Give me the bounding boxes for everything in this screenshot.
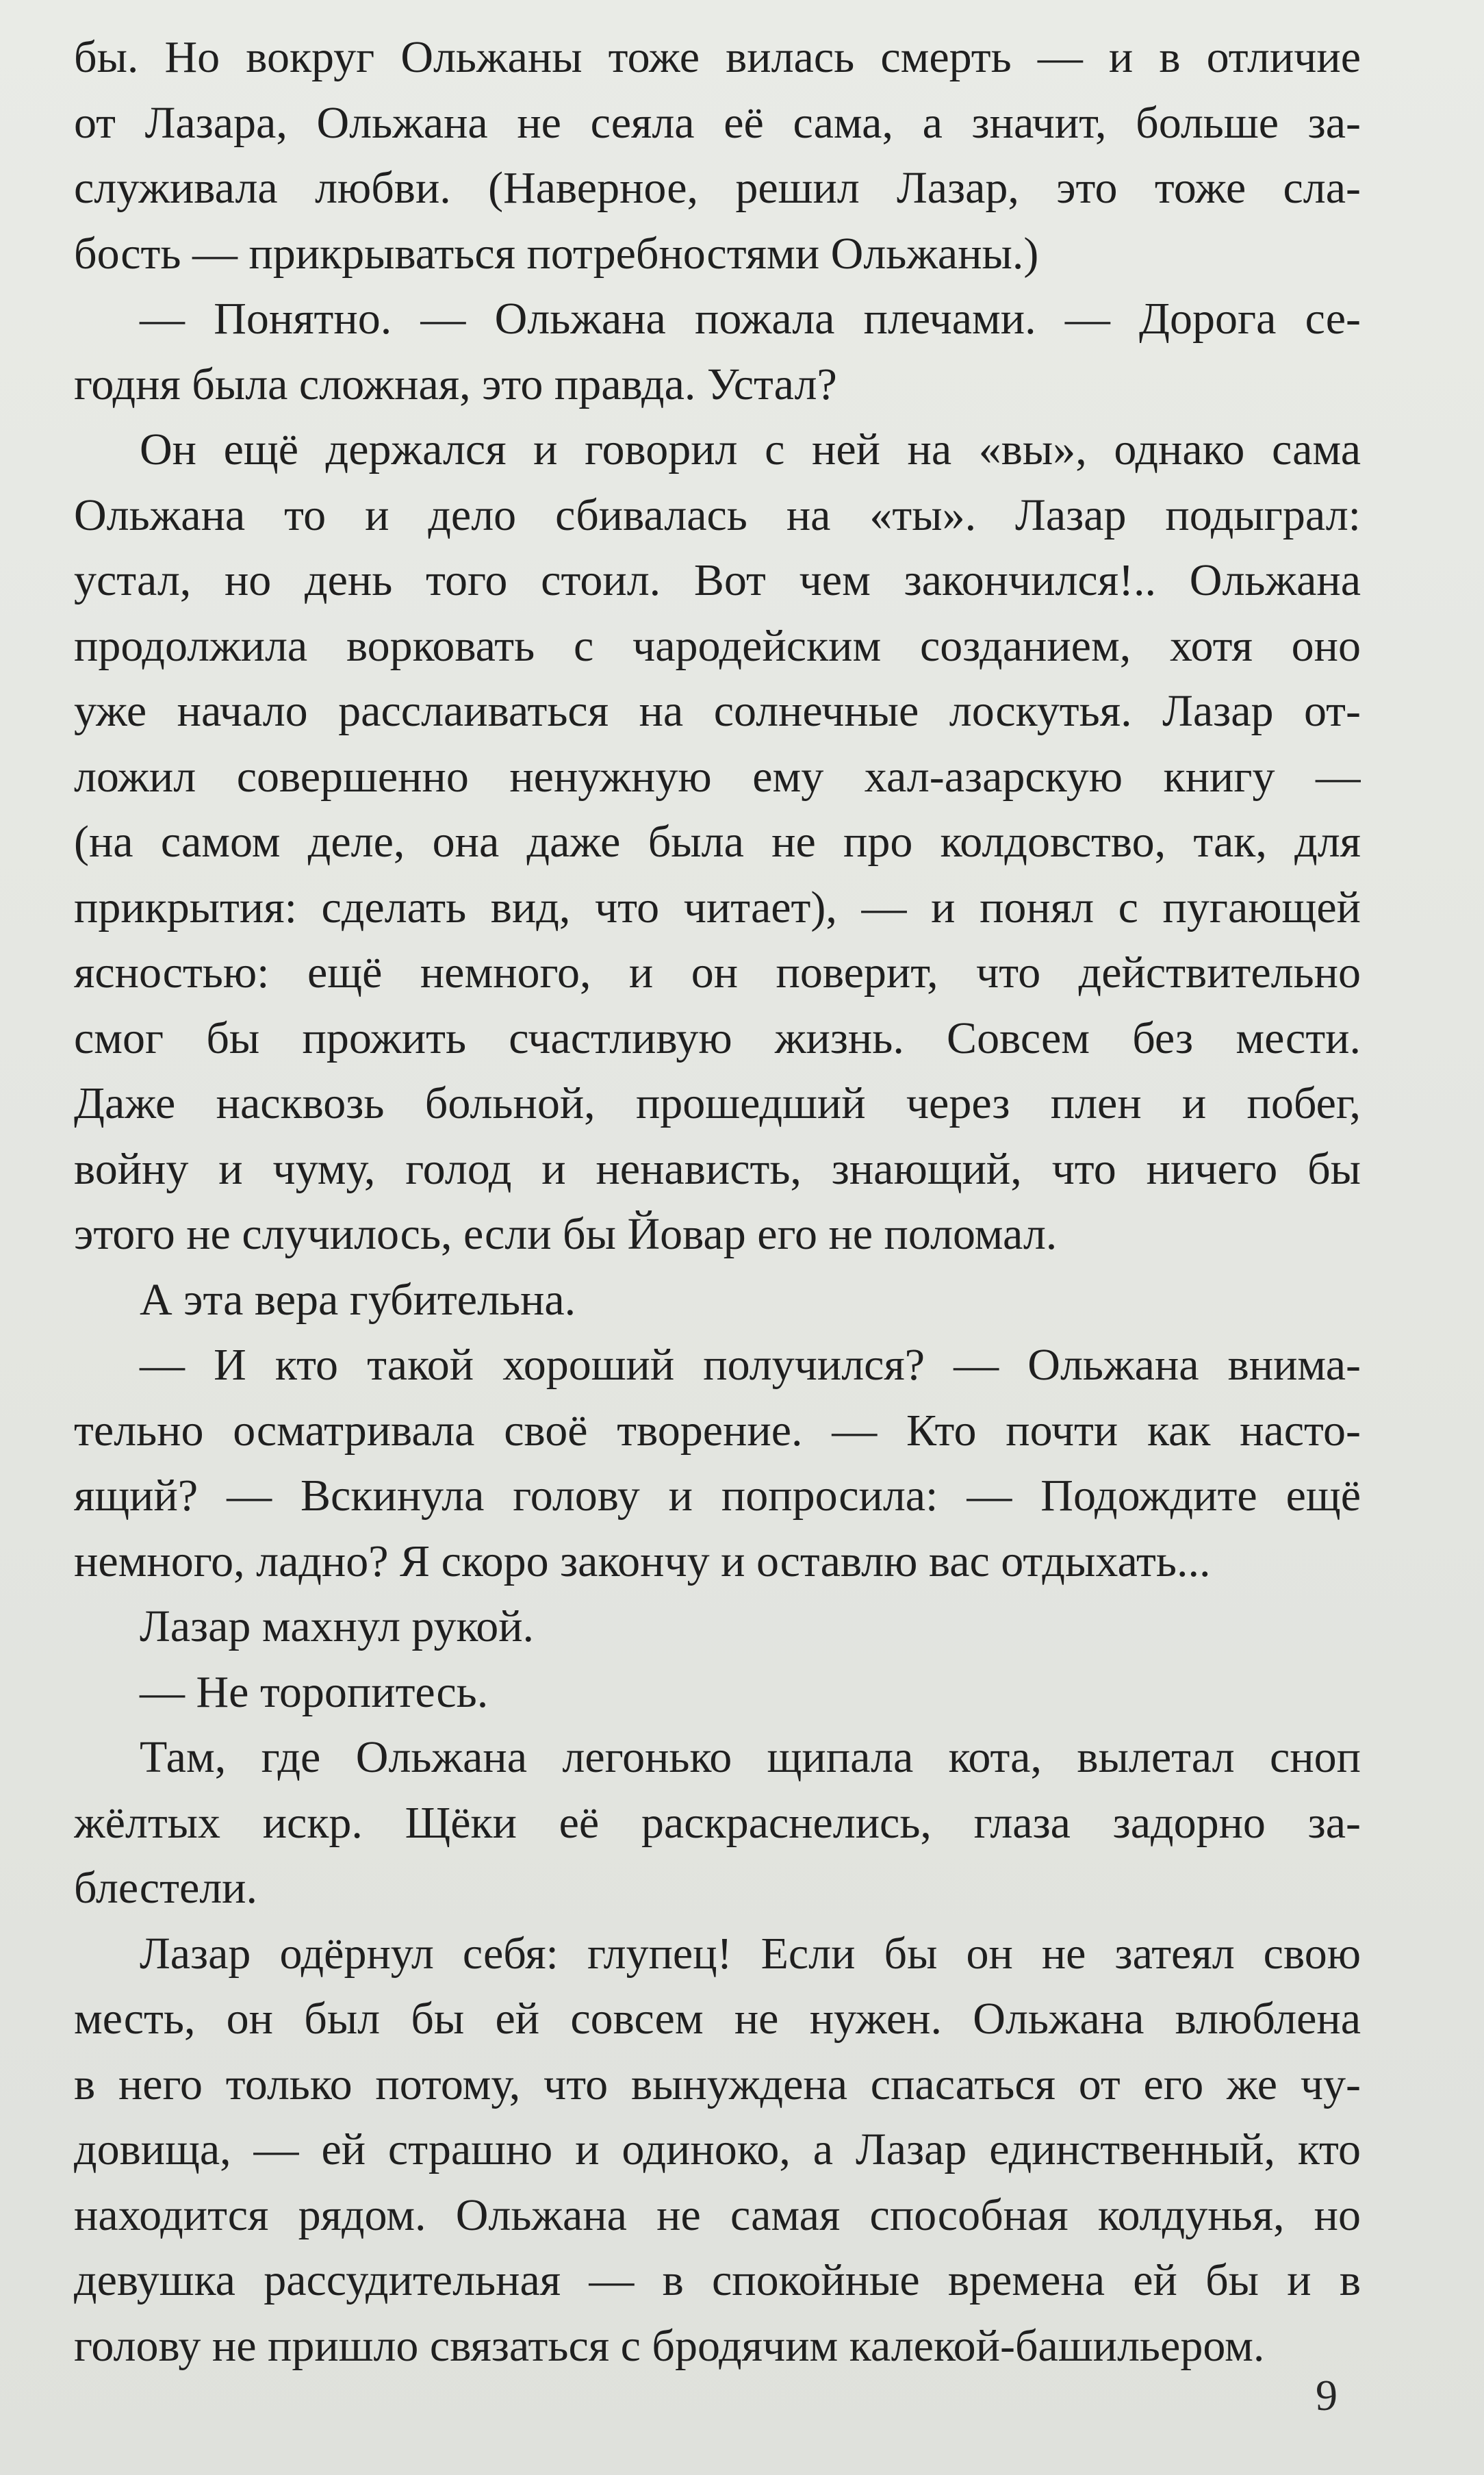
text-line: Он ещё держался и говорил с ней на «вы», однако сама [140,424,1361,474]
text-line: ложил совершенно ненужную ему хал-азарскую книгу — [74,751,1361,802]
paragraph [74,1921,1361,2379]
text-line: в него только потому, что вынуждена спасаться от его же чу- [74,2059,1361,2109]
text-line: устал, но день того стоил. Вот чем закончился!.. Ольжана [74,555,1361,605]
page-text [74,25,1361,2378]
text-line: этого не случилось, если бы Йовар его не поломал. [74,1209,1058,1259]
paragraph [74,286,1361,417]
text-line: довища, — ей страшно и одиноко, а Лазар единственный, кто [74,2124,1361,2174]
paragraph [74,1594,1361,1660]
text-line: бость — прикрываться потребностями Ольжаны.) [74,228,1039,279]
text-line: немного, ладно? Я скоро закончу и оставлю вас отдыхать... [74,1536,1211,1586]
text-line: Лазар махнул рукой. [140,1601,535,1651]
page-number: 9 [1316,2371,1338,2420]
text-line: жёлтых искр. Щёки её раскраснелись, глаза задорно за- [74,1797,1361,1848]
text-line: бы. Но вокруг Ольжаны тоже вилась смерть — и в отличие [74,32,1361,82]
paragraph [74,25,1361,286]
text-line: — И кто такой хороший получился? — Ольжана внима- [140,1340,1361,1390]
text-line: блестели. [74,1863,257,1913]
text-line: (на самом деле, она даже была не про колдовство, так, для [74,817,1361,867]
text-line: Лазар одёрнул себя: глупец! Если бы он не затеял свою [140,1928,1361,1979]
text-line: Там, где Ольжана легонько щипала кота, вылетал сноп [140,1732,1361,1782]
text-line: ящий? — Вскинула голову и попросила: — Подождите ещё [74,1471,1361,1521]
text-line: — Понятно. — Ольжана пожала плечами. — Дорога се- [140,294,1361,344]
text-line: войну и чуму, голод и ненависть, знающий, что ничего бы [74,1143,1361,1194]
text-line: тельно осматривала своё творение. — Кто почти как насто- [74,1405,1361,1456]
text-line: — Не торопитесь. [140,1666,489,1717]
text-line: ясностью: ещё немного, и он поверит, что действительно [74,948,1361,998]
text-line: Ольжана то и дело сбивалась на «ты». Лазар подыграл: [74,490,1361,540]
text-line: прикрытия: сделать вид, что читает), — и понял с пугающей [74,882,1361,932]
text-line: девушка рассудительная — в спокойные времена ей бы и в [74,2255,1361,2305]
text-line: находится рядом. Ольжана не самая способная колдунья, но [74,2190,1361,2240]
paragraph [74,417,1361,1267]
text-line: смог бы прожить счастливую жизнь. Совсем без мести. [74,1013,1361,1063]
text-line: уже начало расслаиваться на солнечные лоскутья. Лазар от- [74,686,1361,736]
text-line: голову не пришло связаться с бродячим калекой-башильером. [74,2320,1265,2371]
text-line: служивала любви. (Наверное, решил Лазар, это тоже сла- [74,163,1361,213]
text-line: Даже насквозь больной, прошедший через плен и побег, [74,1078,1361,1128]
text-line: годня была сложная, это правда. Устал? [74,359,837,409]
paragraph [74,1660,1361,1725]
paragraph [74,1332,1361,1594]
text-line: месть, он был бы ей совсем не нужен. Ольжана влюблена [74,1994,1361,2044]
paragraph [74,1267,1361,1333]
text-line: от Лазара, Ольжана не сеяла её сама, а значит, больше за- [74,97,1361,148]
text-line: продолжила ворковать с чародейским созданием, хотя оно [74,620,1361,671]
text-line: А эта вера губительна. [140,1274,576,1325]
paragraph [74,1725,1361,1921]
